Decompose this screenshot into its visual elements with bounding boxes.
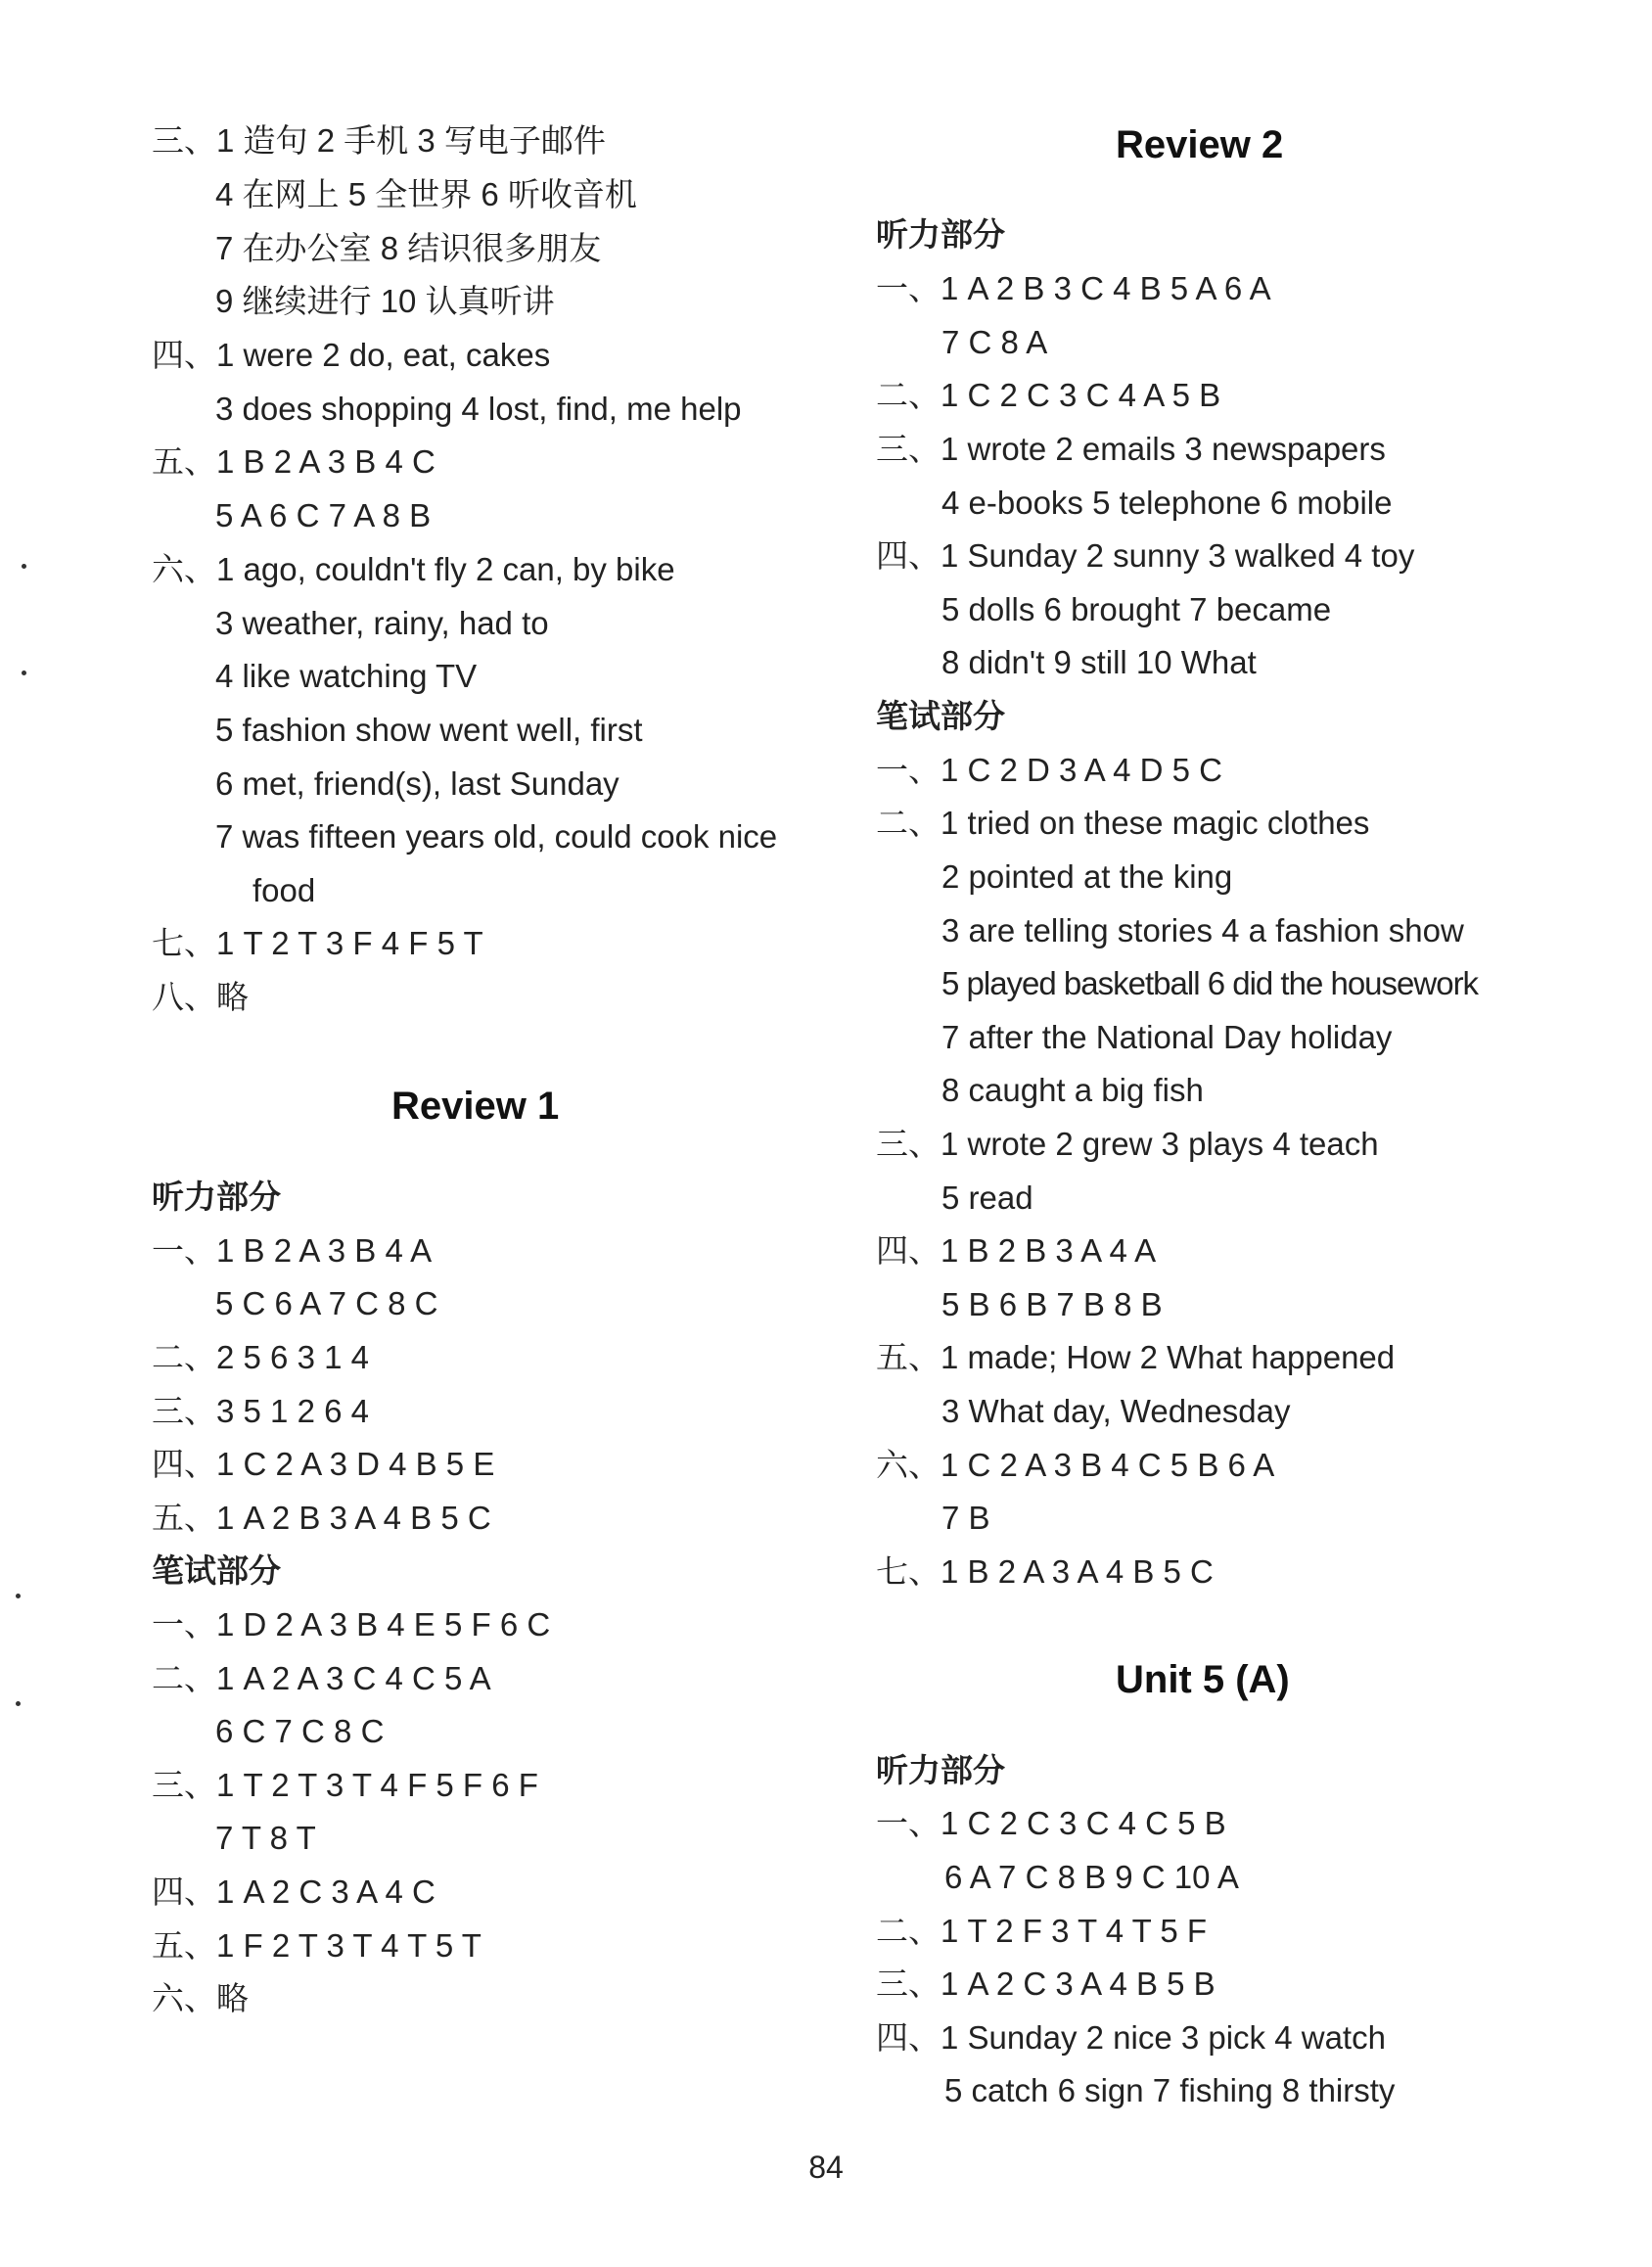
answer-line: 3 are telling stories 4 a fashion show	[941, 912, 1464, 948]
answer-line: 八、略	[152, 979, 249, 1015]
answer-line: 一、1 C 2 C 3 C 4 C 5 B	[876, 1805, 1226, 1841]
answer-line: 六、略	[152, 1980, 249, 2016]
answer-line: 五、1 A 2 B 3 A 4 B 5 C	[152, 1500, 491, 1536]
answer-line: 6 C 7 C 8 C	[215, 1713, 385, 1749]
answer-line: 七、1 T 2 T 3 F 4 F 5 T	[152, 925, 483, 961]
answer-line: 9 继续进行 10 认真听讲	[215, 283, 555, 319]
answer-line: 四、1 C 2 A 3 D 4 B 5 E	[152, 1446, 495, 1482]
answer-line: 三、1 A 2 C 3 A 4 B 5 B	[876, 1966, 1216, 2002]
answer-line: 二、1 tried on these magic clothes	[876, 805, 1370, 841]
answer-line: 2 pointed at the king	[941, 858, 1233, 895]
answer-line: 四、1 were 2 do, eat, cakes	[152, 337, 551, 373]
answer-line: 6 met, friend(s), last Sunday	[215, 765, 620, 802]
answer-line: 6 A 7 C 8 B 9 C 10 A	[944, 1859, 1239, 1895]
page-number: 84	[808, 2150, 844, 2185]
answer-line: 四、1 Sunday 2 nice 3 pick 4 watch	[876, 2019, 1386, 2056]
answer-line: 5 A 6 C 7 A 8 B	[215, 497, 432, 533]
answer-line: 四、1 B 2 B 3 A 4 A	[876, 1232, 1157, 1269]
answer-line: 5 fashion show went well, first	[215, 712, 643, 748]
scan-speck	[22, 671, 26, 675]
answer-line: 4 like watching TV	[215, 658, 478, 694]
answer-line: 一、1 A 2 B 3 C 4 B 5 A 6 A	[876, 270, 1271, 306]
answer-line: 五、1 B 2 A 3 B 4 C	[152, 443, 436, 480]
writing-section-label: 笔试部分	[876, 698, 1005, 734]
answer-line: 3 What day, Wednesday	[941, 1393, 1291, 1429]
listening-section-label: 听力部分	[876, 216, 1005, 253]
answer-line: 三、1 wrote 2 grew 3 plays 4 teach	[876, 1126, 1379, 1162]
answer-line: 8 didn't 9 still 10 What	[941, 644, 1257, 680]
answer-line: 二、2 5 6 3 1 4	[152, 1339, 369, 1375]
answer-line: 三、3 5 1 2 6 4	[152, 1393, 369, 1429]
answer-line: 7 was fifteen years old, could cook nice	[215, 818, 778, 855]
review-2-title: Review 2	[1116, 123, 1284, 166]
answer-line: 三、1 造句 2 手机 3 写电子邮件	[152, 122, 606, 159]
answer-line: 二、1 T 2 F 3 T 4 T 5 F	[876, 1913, 1208, 1949]
answer-line: 7 T 8 T	[215, 1820, 316, 1856]
answer-line: 四、1 A 2 C 3 A 4 C	[152, 1874, 436, 1910]
answer-line: 一、1 D 2 A 3 B 4 E 5 F 6 C	[152, 1606, 551, 1642]
scan-speck	[22, 564, 26, 569]
answer-line: 六、1 C 2 A 3 B 4 C 5 B 6 A	[876, 1447, 1275, 1483]
answer-line: 4 在网上 5 全世界 6 听收音机	[215, 176, 637, 212]
scan-speck	[16, 1594, 21, 1598]
answer-line: 5 played basketball 6 did the housework	[941, 965, 1479, 1001]
answer-line: 7 C 8 A	[941, 324, 1048, 360]
answer-line: 3 weather, rainy, had to	[215, 605, 549, 641]
answer-line: 4 e-books 5 telephone 6 mobile	[941, 485, 1393, 521]
review-1-title: Review 1	[391, 1085, 560, 1128]
answer-line: 七、1 B 2 A 3 A 4 B 5 C	[876, 1553, 1214, 1590]
answer-line: 一、1 C 2 D 3 A 4 D 5 C	[876, 752, 1222, 788]
answer-line: 五、1 made; How 2 What happened	[876, 1339, 1396, 1375]
answer-line: 7 B	[941, 1500, 990, 1536]
answer-line: 5 B 6 B 7 B 8 B	[941, 1286, 1163, 1322]
scan-speck	[16, 1701, 21, 1706]
answer-line: 5 C 6 A 7 C 8 C	[215, 1285, 438, 1321]
answer-line: 二、1 C 2 C 3 C 4 A 5 B	[876, 377, 1221, 413]
unit-5a-title: Unit 5 (A)	[1116, 1658, 1290, 1701]
answer-line: 3 does shopping 4 lost, find, me help	[215, 391, 742, 427]
answer-line: food	[252, 872, 316, 908]
answer-line: 二、1 A 2 A 3 C 4 C 5 A	[152, 1660, 491, 1696]
listening-section-label: 听力部分	[876, 1752, 1005, 1788]
answer-line: 5 catch 6 sign 7 fishing 8 thirsty	[944, 2072, 1396, 2108]
writing-section-label: 笔试部分	[152, 1552, 281, 1589]
answer-line: 5 read	[941, 1180, 1033, 1216]
answer-line: 7 after the National Day holiday	[941, 1019, 1393, 1055]
answer-line: 5 dolls 6 brought 7 became	[941, 591, 1332, 627]
answer-line: 三、1 T 2 T 3 T 4 F 5 F 6 F	[152, 1767, 538, 1803]
answer-line: 五、1 F 2 T 3 T 4 T 5 T	[152, 1927, 482, 1964]
answer-line: 8 caught a big fish	[941, 1072, 1204, 1108]
answer-line: 一、1 B 2 A 3 B 4 A	[152, 1232, 433, 1269]
answer-line: 三、1 wrote 2 emails 3 newspapers	[876, 431, 1386, 467]
answer-line: 四、1 Sunday 2 sunny 3 walked 4 toy	[876, 537, 1415, 574]
listening-section-label: 听力部分	[152, 1179, 281, 1215]
answer-line: 7 在办公室 8 结识很多朋友	[215, 230, 602, 266]
answer-line: 六、1 ago, couldn't fly 2 can, by bike	[152, 551, 675, 587]
